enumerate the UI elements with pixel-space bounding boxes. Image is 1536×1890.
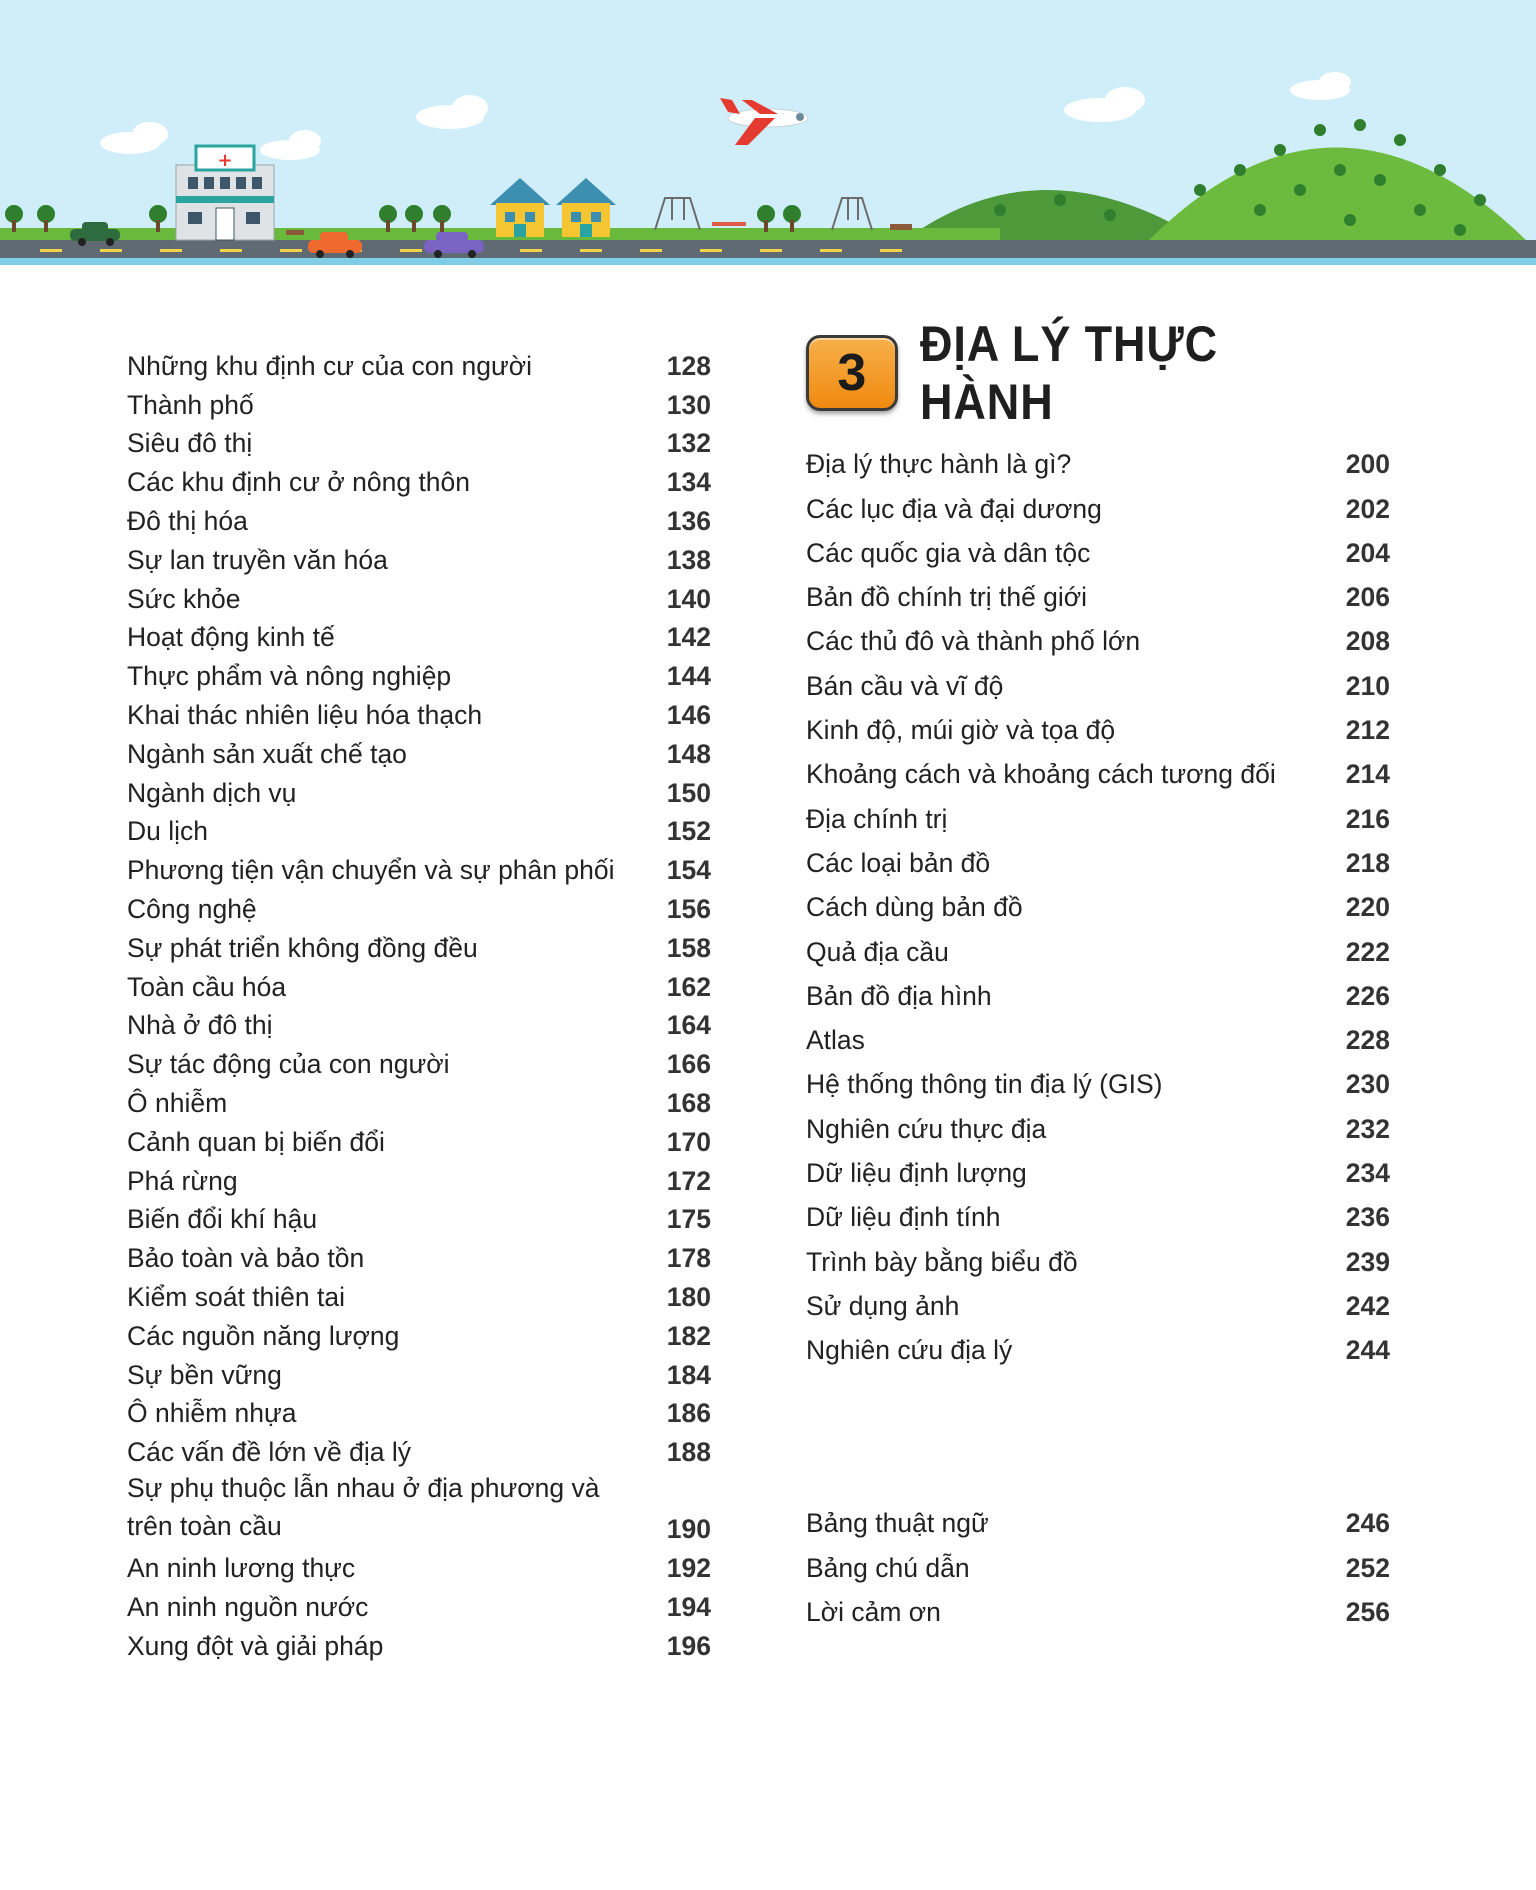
toc-entry-page: 196 bbox=[666, 1630, 711, 1661]
toc-entry-title: Nghiên cứu địa lý bbox=[806, 1335, 1013, 1366]
toc-entry-page: 134 bbox=[666, 467, 711, 498]
toc-entry-page: 132 bbox=[666, 428, 711, 459]
toc-entry-page: 164 bbox=[666, 1010, 711, 1041]
bench-icon bbox=[890, 224, 912, 230]
toc-entry-page: 142 bbox=[666, 622, 711, 653]
toc-back-matter bbox=[806, 1495, 1390, 1628]
toc-entry-page: 244 bbox=[1345, 1335, 1390, 1366]
toc-entry-page: 204 bbox=[1345, 537, 1390, 568]
city-landscape-illustration bbox=[0, 0, 1536, 265]
toc-entry-page: 146 bbox=[666, 699, 711, 730]
toc-entry-page: 166 bbox=[666, 1049, 711, 1080]
toc-entry-title: Phương tiện vận chuyển và sự phân phối bbox=[127, 855, 615, 886]
toc-entry[interactable] bbox=[806, 480, 1390, 524]
toc-entry-title: Đô thị hóa bbox=[127, 505, 248, 536]
toc-entry-title: Sự phụ thuộc lẫn nhau ở địa phương và trên toàn cầu bbox=[127, 1473, 600, 1542]
toc-entry[interactable] bbox=[127, 1119, 711, 1158]
bench-icon bbox=[286, 230, 304, 235]
toc-entry-page: 156 bbox=[666, 893, 711, 924]
toc-entry-title: Bảng chú dẫn bbox=[806, 1552, 970, 1583]
toc-entry-title: Phá rừng bbox=[127, 1165, 238, 1196]
toc-entry-page: 200 bbox=[1345, 449, 1390, 480]
toc-entry[interactable] bbox=[127, 1080, 711, 1119]
toc-entry[interactable] bbox=[127, 498, 711, 537]
toc-entry-page: 212 bbox=[1345, 715, 1390, 746]
toc-entry-title: Cách dùng bản đồ bbox=[806, 892, 1023, 923]
toc-entry-page: 128 bbox=[666, 350, 711, 381]
toc-entry[interactable] bbox=[127, 770, 711, 809]
toc-entry[interactable] bbox=[806, 569, 1390, 613]
toc-entry[interactable] bbox=[806, 436, 1390, 480]
toc-entry-page: 222 bbox=[1345, 936, 1390, 967]
toc-entry-page: 184 bbox=[666, 1359, 711, 1390]
toc-entry-page: 208 bbox=[1345, 626, 1390, 657]
toc-entry-title: An ninh nguồn nước bbox=[127, 1591, 369, 1622]
toc-entry-page: 256 bbox=[1345, 1596, 1390, 1627]
toc-entry-title: Khai thác nhiên liệu hóa thạch bbox=[127, 699, 483, 730]
toc-entry-page: 194 bbox=[666, 1591, 711, 1622]
toc-entry-page: 214 bbox=[1345, 759, 1390, 790]
toc-entry-title: Xung đột và giải pháp bbox=[127, 1630, 384, 1661]
toc-entry[interactable] bbox=[806, 1322, 1390, 1366]
toc-entry[interactable] bbox=[806, 746, 1390, 790]
toc-entry-page: 178 bbox=[666, 1243, 711, 1274]
toc-entry-title: Du lịch bbox=[127, 816, 209, 847]
toc-entry-title: Sử dụng ảnh bbox=[806, 1290, 960, 1321]
toc-entry[interactable] bbox=[127, 421, 711, 460]
toc-entry-page: 148 bbox=[666, 738, 711, 769]
toc-entry-page: 162 bbox=[666, 971, 711, 1002]
toc-entry-title: Toàn cầu hóa bbox=[127, 971, 287, 1002]
toc-entry-title: Atlas bbox=[806, 1025, 865, 1056]
toc-entry[interactable] bbox=[127, 615, 711, 654]
toc-entry-page: 242 bbox=[1345, 1290, 1390, 1321]
toc-entry-title: Những khu định cư của con người bbox=[127, 350, 533, 381]
toc-entry[interactable] bbox=[127, 692, 711, 731]
toc-entry[interactable] bbox=[806, 1233, 1390, 1277]
toc-entry-title: Kiểm soát thiên tai bbox=[127, 1281, 346, 1312]
toc-entry-title: Dữ liệu định lượng bbox=[806, 1158, 1027, 1189]
toc-entry-page: 230 bbox=[1345, 1069, 1390, 1100]
toc-entry[interactable] bbox=[806, 923, 1390, 967]
toc-entry-title: Hoạt động kinh tế bbox=[127, 622, 335, 653]
toc-entry-page: 226 bbox=[1345, 980, 1390, 1011]
toc-entry-page: 130 bbox=[666, 389, 711, 420]
toc-entry-page: 175 bbox=[666, 1204, 711, 1235]
toc-entry[interactable] bbox=[127, 1158, 711, 1197]
toc-entry[interactable] bbox=[127, 1429, 711, 1468]
toc-entry[interactable] bbox=[806, 1100, 1390, 1144]
section-number-badge: 3 bbox=[806, 335, 898, 411]
toc-entry-title: Sự tác động của con người bbox=[127, 1049, 450, 1080]
toc-entry[interactable] bbox=[127, 847, 711, 886]
toc-entry[interactable] bbox=[806, 1145, 1390, 1189]
toc-entry-title: Nghiên cứu thực địa bbox=[806, 1113, 1047, 1144]
toc-entry[interactable] bbox=[127, 1003, 711, 1042]
toc-entry[interactable] bbox=[806, 613, 1390, 657]
toc-entry[interactable] bbox=[127, 1313, 711, 1352]
toc-entry-title: Bản đồ chính trị thế giới bbox=[806, 582, 1088, 613]
toc-entry-page: 232 bbox=[1345, 1113, 1390, 1144]
toc-entry[interactable] bbox=[127, 459, 711, 498]
seesaw-icon bbox=[712, 222, 746, 226]
toc-entry[interactable] bbox=[806, 1012, 1390, 1056]
toc-left-column bbox=[127, 343, 711, 1662]
toc-entry-title: Công nghệ bbox=[127, 893, 257, 924]
toc-entry-page: 136 bbox=[666, 505, 711, 536]
toc-entry-page: 150 bbox=[666, 777, 711, 808]
toc-entry-title: Trình bày bằng biểu đồ bbox=[806, 1246, 1078, 1277]
toc-entry[interactable] bbox=[806, 968, 1390, 1012]
toc-entry-page: 168 bbox=[666, 1087, 711, 1118]
section-heading bbox=[806, 316, 1390, 430]
toc-entry-page: 246 bbox=[1345, 1508, 1390, 1539]
toc-entry-page: 182 bbox=[666, 1320, 711, 1351]
toc-entry-page: 236 bbox=[1345, 1202, 1390, 1233]
toc-entry-page: 188 bbox=[666, 1437, 711, 1468]
toc-entry-title: Hệ thống thông tin địa lý (GIS) bbox=[806, 1069, 1163, 1100]
toc-entry-title: Bảo toàn và bảo tồn bbox=[127, 1243, 365, 1274]
toc-entry[interactable] bbox=[127, 1274, 711, 1313]
toc-entry-title: Ngành sản xuất chế tạo bbox=[127, 738, 407, 769]
toc-entry-title: Địa lý thực hành là gì? bbox=[806, 449, 1072, 480]
toc-entry[interactable] bbox=[127, 964, 711, 1003]
toc-entry-title: Sự phát triển không đồng đều bbox=[127, 932, 478, 963]
toc-entry-title: Bảng thuật ngữ bbox=[806, 1508, 989, 1539]
toc-entry[interactable] bbox=[127, 1545, 711, 1584]
toc-entry[interactable] bbox=[127, 537, 711, 576]
toc-entry-title: Cảnh quan bị biến đổi bbox=[127, 1126, 385, 1157]
toc-entry-title: Các vấn đề lớn về địa lý bbox=[127, 1437, 411, 1468]
toc-entry[interactable] bbox=[806, 835, 1390, 879]
toc-entry[interactable] bbox=[806, 1278, 1390, 1322]
toc-entry-page: 180 bbox=[666, 1281, 711, 1312]
toc-entry-title: Thành phố bbox=[127, 389, 254, 420]
toc-entry[interactable] bbox=[127, 1235, 711, 1274]
toc-entry[interactable] bbox=[127, 343, 711, 382]
toc-entry-title: Dữ liệu định tính bbox=[806, 1202, 1001, 1233]
toc-entry-page: 152 bbox=[666, 816, 711, 847]
toc-entry[interactable] bbox=[806, 1056, 1390, 1100]
toc-entry-title: Siêu đô thị bbox=[127, 428, 253, 459]
toc-entry-page: 170 bbox=[666, 1126, 711, 1157]
toc-entry[interactable] bbox=[806, 657, 1390, 701]
toc-entry-page: 252 bbox=[1345, 1552, 1390, 1583]
toc-entry[interactable] bbox=[806, 1189, 1390, 1233]
toc-right-column bbox=[806, 316, 1390, 1366]
toc-entry-title: Quả địa cầu bbox=[806, 936, 949, 967]
toc-entry[interactable] bbox=[127, 809, 711, 848]
toc-entry-page: 192 bbox=[666, 1552, 711, 1583]
toc-entry-title: Biến đổi khí hậu bbox=[127, 1204, 318, 1235]
toc-entry[interactable] bbox=[127, 653, 711, 692]
svg-text:+: + bbox=[217, 150, 233, 171]
toc-entry[interactable] bbox=[806, 702, 1390, 746]
toc-entry[interactable] bbox=[127, 1468, 711, 1545]
toc-entry-title: Nhà ở đô thị bbox=[127, 1010, 273, 1041]
header-illustration bbox=[0, 0, 1536, 265]
toc-entry-page: 140 bbox=[666, 583, 711, 614]
toc-entry-page: 218 bbox=[1345, 847, 1390, 878]
toc-entry[interactable] bbox=[806, 790, 1390, 834]
toc-entry-title: Ngành dịch vụ bbox=[127, 777, 297, 808]
toc-entry-title: Bản đồ địa hình bbox=[806, 980, 992, 1011]
toc-entry-page: 172 bbox=[666, 1165, 711, 1196]
toc-entry-title: Khoảng cách và khoảng cách tương đối bbox=[806, 759, 1276, 790]
toc-entry-title: Địa chính trị bbox=[806, 803, 948, 834]
toc-entry[interactable] bbox=[127, 925, 711, 964]
toc-entry-title: Thực phẩm và nông nghiệp bbox=[127, 661, 452, 692]
toc-entry-page: 158 bbox=[666, 932, 711, 963]
toc-entry[interactable] bbox=[127, 576, 711, 615]
toc-entry[interactable] bbox=[127, 886, 711, 925]
toc-entry-title: Kinh độ, múi giờ và tọa độ bbox=[806, 715, 1116, 746]
toc-entry[interactable] bbox=[806, 1539, 1390, 1583]
toc-entry-title: Sự lan truyền văn hóa bbox=[127, 544, 388, 575]
toc-entry-title: Các thủ đô và thành phố lớn bbox=[806, 626, 1141, 657]
toc-entry-title: Sức khỏe bbox=[127, 583, 241, 614]
toc-entry[interactable] bbox=[806, 1495, 1390, 1539]
toc-entry-title: Lời cảm ơn bbox=[806, 1596, 941, 1627]
toc-entry[interactable] bbox=[127, 1197, 711, 1236]
toc-entry-title: Các lục địa và đại dương bbox=[806, 493, 1102, 524]
toc-entry[interactable] bbox=[127, 382, 711, 421]
toc-entry-page: 144 bbox=[666, 661, 711, 692]
toc-entry-title: Các quốc gia và dân tộc bbox=[806, 537, 1091, 568]
toc-entry-page: 234 bbox=[1345, 1158, 1390, 1189]
toc-entry-page: 154 bbox=[666, 855, 711, 886]
toc-entry[interactable] bbox=[806, 1584, 1390, 1628]
toc-entry-title: Bán cầu và vĩ độ bbox=[806, 670, 1004, 701]
toc-entry-page: 190 bbox=[666, 1514, 711, 1545]
toc-entry[interactable] bbox=[127, 1623, 711, 1662]
toc-entry[interactable] bbox=[127, 1352, 711, 1391]
toc-entry-title: Sự bền vững bbox=[127, 1359, 282, 1390]
toc-entry-title: An ninh lương thực bbox=[127, 1552, 356, 1583]
toc-entry-page: 202 bbox=[1345, 493, 1390, 524]
toc-entry-page: 220 bbox=[1345, 892, 1390, 923]
toc-entry[interactable] bbox=[127, 731, 711, 770]
toc-entry-title: Các nguồn năng lượng bbox=[127, 1320, 400, 1351]
toc-entry[interactable] bbox=[127, 1584, 711, 1623]
section-title: ĐỊA LÝ THỰC HÀNH bbox=[919, 316, 1218, 430]
toc-entry-title: Các khu định cư ở nông thôn bbox=[127, 467, 471, 498]
toc-entry-page: 138 bbox=[666, 544, 711, 575]
toc-entry-page: 239 bbox=[1345, 1246, 1390, 1277]
toc-entry[interactable] bbox=[806, 879, 1390, 923]
toc-entry-page: 228 bbox=[1345, 1025, 1390, 1056]
toc-entry-page: 186 bbox=[666, 1398, 711, 1429]
toc-entry-page: 216 bbox=[1345, 803, 1390, 834]
toc-entry-title: Ô nhiễm nhựa bbox=[127, 1398, 297, 1429]
toc-entry-title: Các loại bản đồ bbox=[806, 847, 991, 878]
toc-entry[interactable] bbox=[127, 1391, 711, 1430]
toc-entry[interactable] bbox=[806, 525, 1390, 569]
toc-entry-title: Ô nhiễm bbox=[127, 1087, 228, 1118]
toc-entry[interactable] bbox=[127, 1041, 711, 1080]
toc-entry-page: 206 bbox=[1345, 582, 1390, 613]
toc-entry-page: 210 bbox=[1345, 670, 1390, 701]
